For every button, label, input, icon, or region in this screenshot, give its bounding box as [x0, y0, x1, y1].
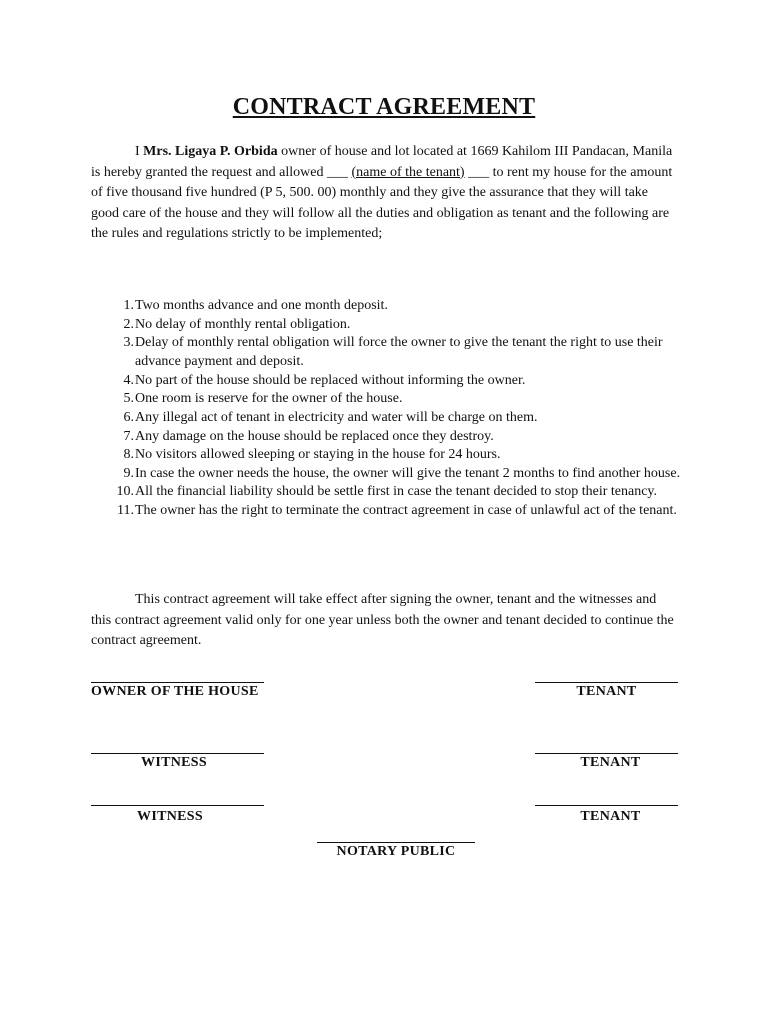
rule-number: 5. — [123, 391, 134, 407]
intro-text-2: ___ to rent my house for the amount of five thousand five hundred (P 5, 500. 00) monthly and they give the assurance that they will take good care of the house and they will follow all the duties and obligation as tenant and the following are the rules and regulations strictly to be implemented; — [91, 164, 673, 242]
rule-item — [91, 333, 681, 371]
rule-text: One room is reserve for the owner of the house. — [135, 391, 403, 407]
closing-paragraph — [91, 590, 675, 652]
rule-item — [91, 371, 681, 390]
witness-1-label: WITNESS — [141, 755, 207, 770]
owner-label: OWNER OF THE HOUSE — [91, 684, 259, 699]
rules-list — [91, 296, 681, 520]
document-title: CONTRACT AGREEMENT — [232, 94, 536, 120]
notary-signature-line — [317, 842, 475, 843]
rule-text: In case the owner needs the house, the owner will give the tenant 2 months to find another house. — [135, 465, 681, 481]
rule-text: Delay of monthly rental obligation will force the owner to give the tenant the right to use their advance payment and deposit. — [135, 335, 663, 370]
rule-text: Any illegal act of tenant in electricity and water will be charge on them. — [135, 410, 538, 426]
rule-text: Two months advance and one month deposit. — [135, 298, 388, 313]
rule-text: No visitors allowed sleeping or staying in the house for 24 hours. — [135, 447, 501, 463]
tenant-1-signature-line — [535, 682, 678, 683]
rule-number: 4. — [123, 372, 134, 388]
rule-number: 7. — [123, 428, 134, 444]
rule-number: 2. — [123, 316, 134, 332]
witness-2-label: WITNESS — [137, 809, 203, 824]
rule-text: No part of the house should be replaced without informing the owner. — [135, 372, 526, 388]
tenant-2-signature-line — [535, 753, 678, 754]
rule-number: 11. — [117, 503, 134, 519]
rule-item — [91, 408, 681, 427]
owner-signature-line — [91, 682, 264, 683]
rule-item — [91, 445, 681, 464]
witness-1-signature-line — [91, 753, 264, 754]
rule-text: Any damage on the house should be replaced once they destroy. — [135, 428, 494, 444]
tenant-2-label: TENANT — [580, 755, 641, 770]
rule-number: 3. — [123, 335, 134, 351]
tenant-3-label: TENANT — [580, 809, 641, 824]
rule-number: 8. — [123, 447, 134, 463]
rule-item — [91, 315, 681, 334]
rule-text: No delay of monthly rental obligation. — [135, 316, 351, 332]
rule-text: The owner has the right to terminate the contract agreement in case of unlawful act of the tenant. — [135, 503, 677, 519]
owner-name: Mrs. Ligaya P. Orbida — [143, 144, 278, 159]
rule-text: All the financial liability should be settle first in case the tenant decided to stop their tenancy. — [135, 484, 657, 500]
intro-paragraph — [91, 142, 673, 245]
closing-text: This contract agreement will take effect after signing the owner, tenant and the witnesses and this contract agreement valid only for one year unless both the owner and tenant decided to continue the contract agreement. — [91, 592, 674, 649]
notary-label: NOTARY PUBLIC — [336, 844, 456, 859]
rule-number: 1. — [123, 298, 134, 313]
rule-number: 9. — [123, 465, 134, 481]
rule-number: 6. — [123, 410, 134, 426]
rule-item — [91, 482, 681, 501]
intro-prefix: I — [135, 144, 144, 159]
rule-item — [91, 464, 681, 483]
tenant-name-placeholder: (name of the tenant) — [351, 164, 465, 180]
rule-item — [91, 427, 681, 446]
rule-number: 10. — [116, 484, 134, 500]
intro-text-1: owner of house and lot located at 1669 Kahilom III Pandacan, Manila is hereby granted the request and allowed ___ — [91, 144, 673, 180]
witness-2-signature-line — [91, 805, 264, 806]
rule-item — [91, 389, 681, 408]
tenant-3-signature-line — [535, 805, 678, 806]
rule-item — [91, 501, 681, 520]
tenant-1-label: TENANT — [576, 684, 637, 699]
rule-item — [91, 296, 681, 315]
